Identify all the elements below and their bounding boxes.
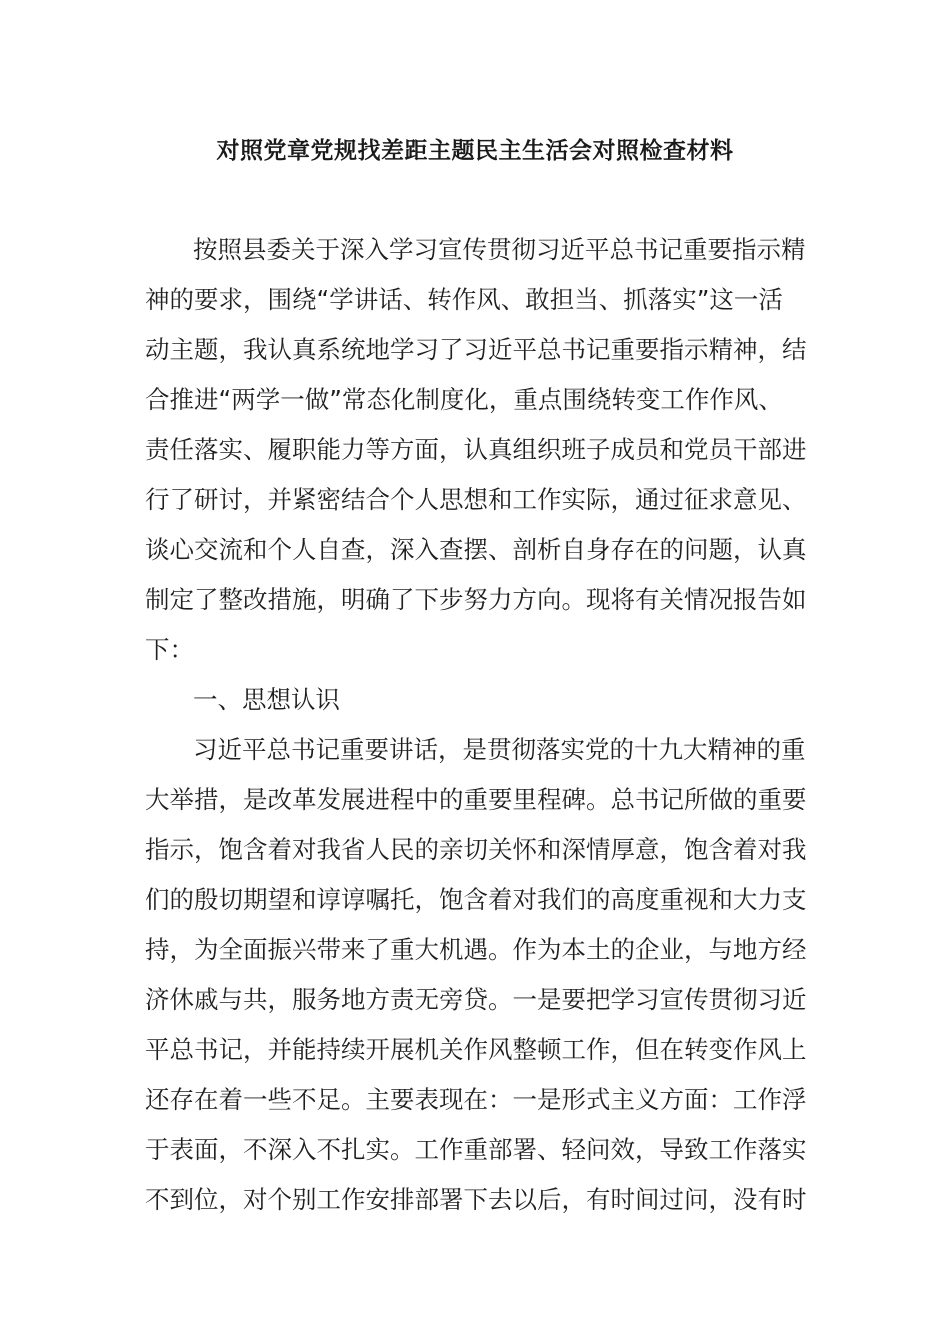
- paragraph-line: 行了研讨，并紧密结合个人思想和工作实际，通过征求意见、: [145, 485, 807, 514]
- paragraph-line: 济休戚与共，服务地方责无旁贷。一是要把学习宣传贯彻习近: [145, 985, 807, 1014]
- paragraph-line: 不到位，对个别工作安排部署下去以后，有时间过问，没有时: [145, 1185, 807, 1214]
- paragraph-line: 还存在着一些不足。主要表现在：一是形式主义方面：工作浮: [145, 1085, 807, 1114]
- paragraph-line: 制定了整改措施，明确了下步努力方向。现将有关情况报告如: [145, 585, 807, 614]
- paragraph-line: 习近平总书记重要讲话，是贯彻落实党的十九大精神的重: [193, 735, 806, 764]
- paragraph-line: 谈心交流和个人自查，深入查摆、剖析自身存在的问题，认真: [145, 535, 807, 564]
- paragraph-line: 责任落实、履职能力等方面，认真组织班子成员和党员干部进: [145, 435, 807, 464]
- paragraph-line: 合推进“两学一做”常态化制度化，重点围绕转变工作作风、: [145, 385, 783, 414]
- paragraph-line: 于表面，不深入不扎实。工作重部署、轻问效，导致工作落实: [145, 1135, 807, 1164]
- paragraph-line: 神的要求，围绕“学讲话、转作风、敢担当、抓落实”这一活: [145, 285, 783, 314]
- paragraph-line: 平总书记，并能持续开展机关作风整顿工作，但在转变作风上: [145, 1035, 807, 1064]
- document-title: 对照党章党规找差距主题民主生活会对照检查材料: [216, 138, 734, 164]
- section-heading: 一、思想认识: [193, 685, 340, 714]
- paragraph-line: 们的殷切期望和谆谆嘱托，饱含着对我们的高度重视和大力支: [145, 885, 807, 914]
- paragraph-line: 按照县委关于深入学习宣传贯彻习近平总书记重要指示精: [193, 235, 806, 264]
- paragraph-line: 指示，饱含着对我省人民的亲切关怀和深情厚意，饱含着对我: [145, 835, 807, 864]
- paragraph-line: 下：: [145, 635, 194, 664]
- paragraph-line: 持，为全面振兴带来了重大机遇。作为本土的企业，与地方经: [145, 935, 807, 964]
- paragraph-line: 动主题，我认真系统地学习了习近平总书记重要指示精神，结: [145, 335, 807, 364]
- paragraph-line: 大举措，是改革发展进程中的重要里程碑。总书记所做的重要: [145, 785, 807, 814]
